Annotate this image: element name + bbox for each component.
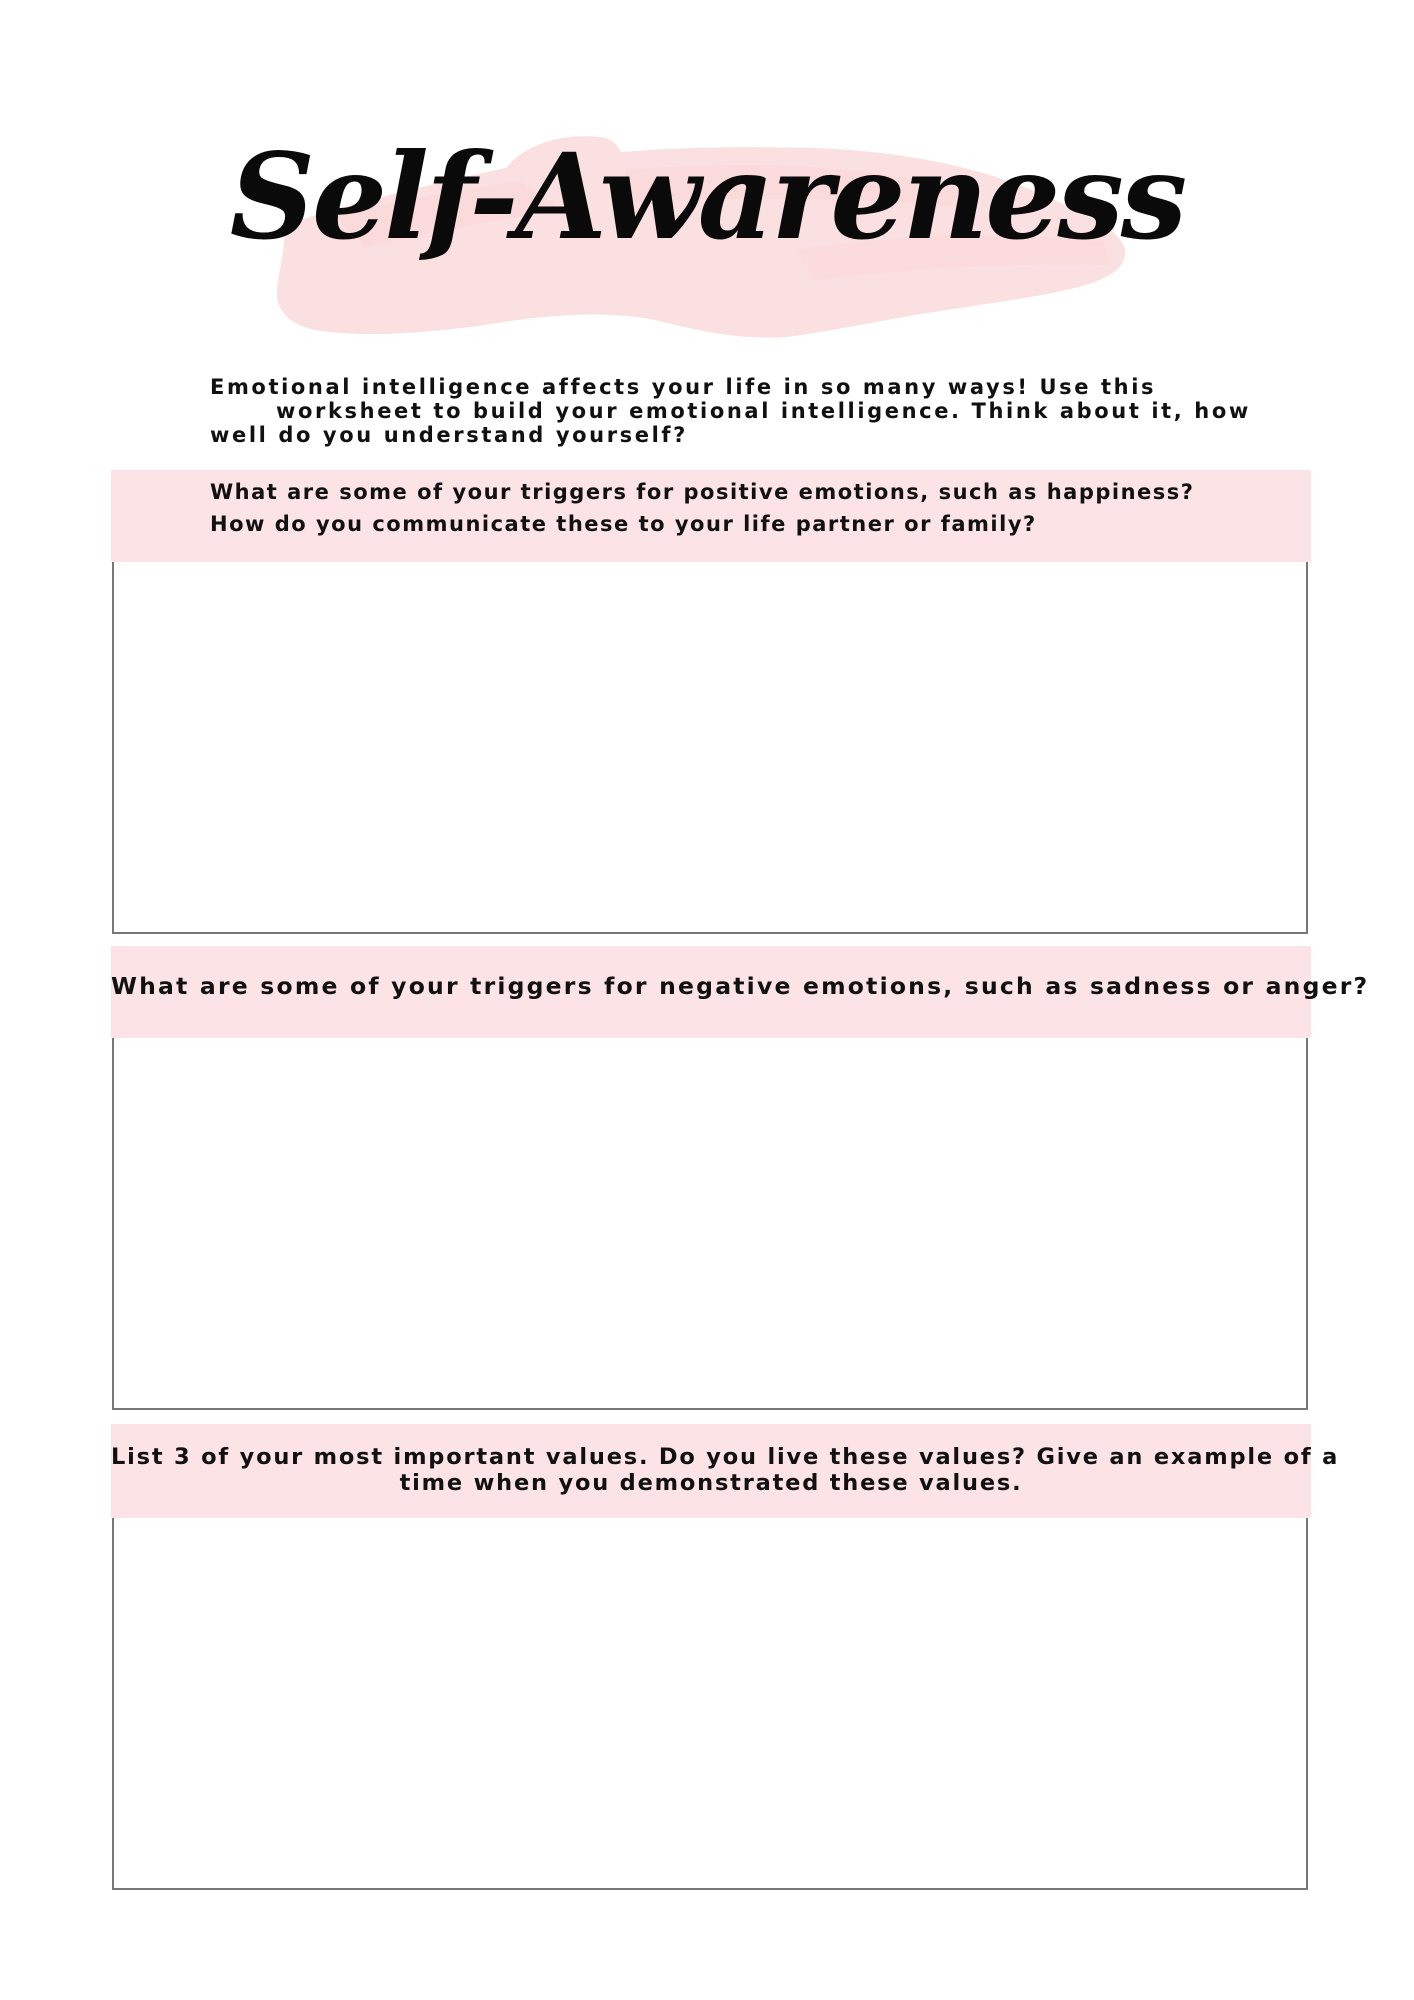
answer-box-negative-triggers[interactable] <box>112 1038 1308 1410</box>
question-text: What are some of your triggers for positive emotions, such as happiness? <box>210 480 1195 504</box>
answer-box-positive-triggers[interactable] <box>112 562 1308 934</box>
question-header-negative-triggers <box>111 946 1370 1038</box>
intro-line: worksheet to build your emotional intelligence. Think about it, how <box>276 399 1251 423</box>
intro-paragraph <box>210 375 1251 447</box>
question-text: List 3 of your most important values. Do you live these values? Give an example of a <box>111 1444 1340 1470</box>
question-header-positive-triggers <box>111 470 1311 562</box>
intro-line: Emotional intelligence affects your life in so many ways! Use this <box>210 375 1157 399</box>
page-title: Self-Awareness <box>229 127 1185 266</box>
answer-box-values[interactable] <box>112 1518 1308 1890</box>
question-header-values <box>111 1424 1340 1518</box>
intro-line: well do you understand yourself? <box>210 423 688 447</box>
question-text: How do you communicate these to your life partner or family? <box>210 512 1037 536</box>
question-text: What are some of your triggers for negative emotions, such as sadness or anger? <box>111 972 1370 1000</box>
question-text: time when you demonstrated these values. <box>399 1470 1023 1496</box>
